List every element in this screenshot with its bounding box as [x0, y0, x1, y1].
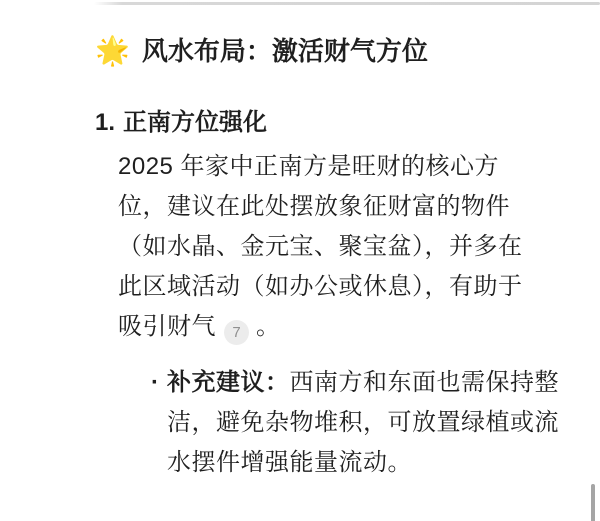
paragraph-line: 2025 年家中正南方是旺财的核心方: [118, 153, 500, 180]
section-paragraph: [118, 147, 560, 483]
paragraph-line: 此区域活动（如办公或休息），有助于: [118, 273, 523, 300]
glowing-star-emoji-icon: 🌟: [95, 35, 130, 66]
bullet-lead-text: 补充建议：: [167, 369, 290, 396]
top-divider: [94, 2, 600, 5]
citation-badge[interactable]: 7: [224, 320, 249, 345]
bullet-marker: ·: [151, 369, 160, 396]
message-content: [95, 34, 560, 483]
bullet-cont-line: 洁，避免杂物堆积，可放置绿植或流: [167, 409, 559, 436]
section-heading: [95, 108, 560, 138]
bullet-cont-line: 水摆件增强能量流动。: [167, 449, 412, 476]
scrollbar-thumb[interactable]: [591, 484, 595, 521]
paragraph-line: （如水晶、金元宝、聚宝盆），并多在: [118, 233, 523, 260]
paragraph-line: 位，建议在此处摆放象征财富的物件: [118, 193, 510, 220]
bullet-item: [151, 363, 560, 483]
page-title: [95, 34, 560, 68]
bullet-first-line: [151, 363, 560, 403]
bullet-first-line-text: 西南方和东面也需保持整: [289, 369, 559, 396]
paragraph-last-line-period: 。: [256, 313, 281, 340]
paragraph-last-line: [118, 307, 560, 347]
section-heading-text: 正南方位强化: [123, 109, 267, 136]
list-number: 1.: [95, 109, 116, 136]
page-title-text: 风水布局：激活财气方位: [141, 36, 428, 66]
paragraph-last-line-text: 吸引财气: [118, 313, 216, 340]
